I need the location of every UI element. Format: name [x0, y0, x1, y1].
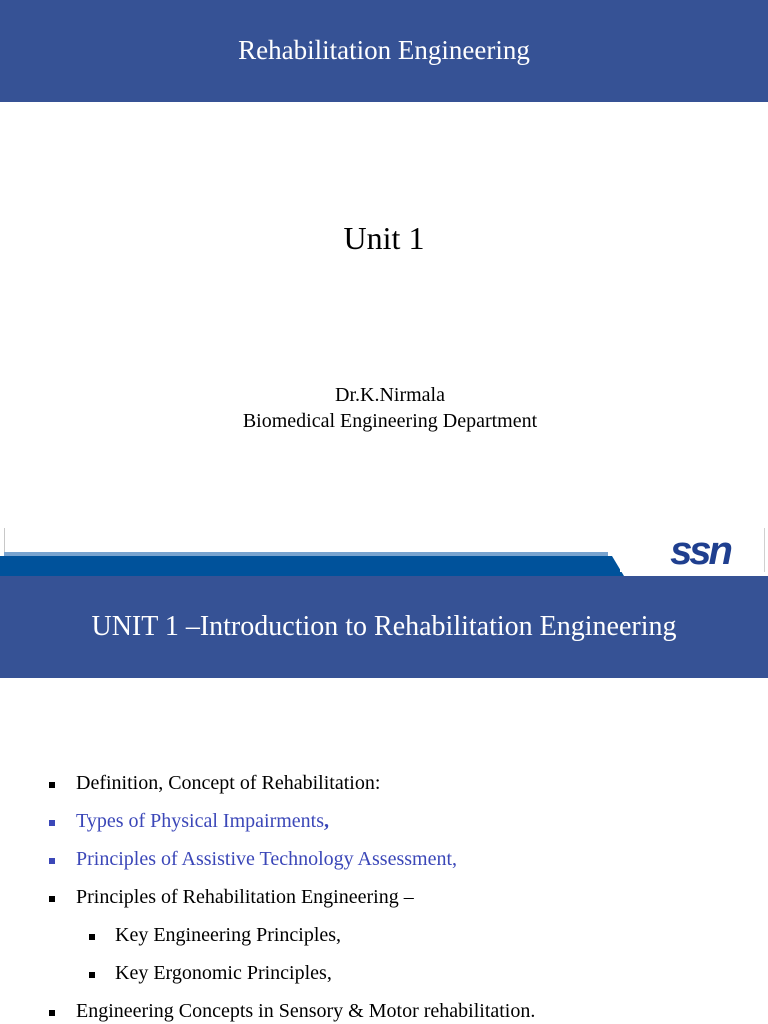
list-item [0, 810, 768, 836]
square-bullet-icon [89, 934, 95, 940]
sub-list-item-text: Key Ergonomic Principles, [115, 962, 332, 984]
list-item-text-wrap [76, 810, 329, 833]
list-item [0, 772, 768, 798]
list-item [0, 848, 768, 874]
unit-heading: UNIT 1 –Introduction to Rehabilitation Engineering [91, 611, 677, 642]
course-title: Rehabilitation Engineering [238, 34, 530, 65]
ssn-logo-icon [620, 528, 764, 572]
list-item-text: Types of Physical Impairments [76, 810, 324, 832]
unit-title: Unit 1 [343, 220, 425, 256]
sub-list-item [0, 924, 768, 950]
author-name: Dr.K.Nirmala [335, 384, 445, 406]
list-item [0, 1000, 768, 1024]
sub-list-item [0, 962, 768, 988]
sub-list-item-text: Key Engineering Principles, [115, 924, 342, 946]
list-item-suffix: , [324, 810, 329, 832]
square-bullet-icon [49, 858, 55, 864]
list-item-text: Engineering Concepts in Sensory & Motor rehabilitation. [76, 1000, 536, 1022]
ssn-logo-text: ssn [670, 529, 730, 572]
ssn-logo [620, 528, 765, 572]
content-slide [0, 576, 768, 1024]
square-bullet-icon [49, 782, 55, 788]
list-item [0, 886, 768, 912]
department-name: Biomedical Engineering Department [242, 410, 538, 432]
title-slide-header [0, 0, 768, 102]
list-item-text: Definition, Concept of Rehabilitation: [76, 772, 381, 794]
list-item-text: Principles of Assistive Technology Assessment, [76, 848, 457, 870]
square-bullet-icon [49, 1010, 55, 1016]
square-bullet-icon [89, 972, 95, 978]
square-bullet-icon [49, 896, 55, 902]
content-slide-header [0, 576, 768, 678]
square-bullet-icon [49, 820, 55, 826]
author-block [0, 382, 768, 434]
list-item-text: Principles of Rehabilitation Engineering – [76, 886, 414, 908]
